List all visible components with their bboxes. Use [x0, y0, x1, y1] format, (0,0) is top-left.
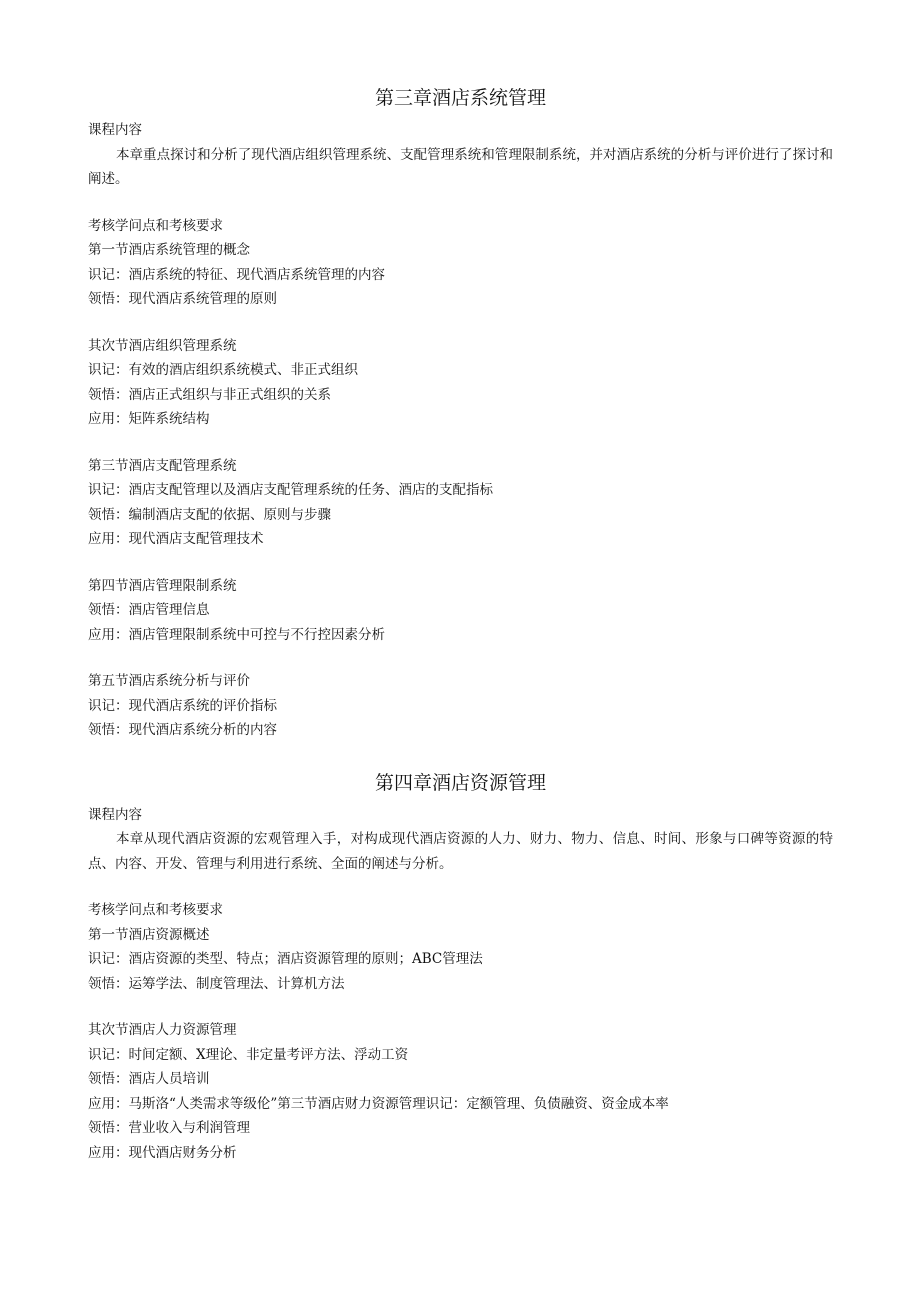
ch3-s2-line: 识记：有效的酒店组织系统模式、非正式组织: [88, 362, 358, 378]
ch3-s2-line: 领悟：酒店正式组织与非正式组织的关系: [88, 386, 331, 403]
chapter4-course-heading: 课程内容: [88, 806, 142, 823]
ch3-s1-line: 领悟：现代酒店系统管理的原则: [88, 291, 277, 307]
ch4-s2-line: 领悟：营业收入与利润管理: [88, 1120, 250, 1136]
chapter4-requirements-heading: 考核学问点和考核要求: [88, 902, 223, 918]
ch3-s3-line: 领悟：编制酒店支配的依据、原则与步骤: [88, 506, 331, 523]
ch4-s2-title: 其次节酒店人力资源管理: [88, 1022, 237, 1038]
chapter4-title: 第四章酒店资源管理: [374, 771, 546, 794]
ch4-s2-line: 领悟：酒店人员培训: [88, 1071, 210, 1087]
ch3-s2-line: 应用：矩阵系统结构: [88, 411, 210, 427]
ch3-s1-line: 识记：酒店系统的特征、现代酒店系统管理的内容: [88, 266, 385, 283]
ch3-s5-line: 领悟：现代酒店系统分析的内容: [88, 722, 277, 738]
ch3-s1-title: 第一节酒店系统管理的概念: [88, 242, 250, 258]
document-page: [88, 84, 833, 1165]
chapter3-requirements-heading: 考核学问点和考核要求: [88, 217, 223, 234]
ch4-s2-line: 应用：现代酒店财务分析: [88, 1144, 237, 1161]
ch3-s3-line: 应用：现代酒店支配管理技术: [88, 531, 264, 547]
chapter3-course-heading: 课程内容: [88, 122, 142, 138]
ch3-s5-title: 第五节酒店系统分析与评价: [88, 673, 250, 689]
chapter3-course-text: 本章重点探讨和分析了现代酒店组织管理系统、支配管理系统和管理限制系统，并对酒店系统的分析与评价进行了探讨和阐述。: [88, 146, 833, 187]
chapter4-course-text: 本章从现代酒店资源的宏观管理入手，对构成现代酒店资源的人力、财力、物力、信息、时间、形象与口碑等资源的特点、内容、开发、管理与利用进行系统、全面的阐述与分析。: [88, 831, 833, 872]
ch3-s4-line: 应用：酒店管理限制系统中可控与不行控因素分析: [88, 626, 385, 643]
ch3-s4-line: 领悟：酒店管理信息: [88, 602, 210, 618]
ch3-s3-line: 识记：酒店支配管理以及酒店支配管理系统的任务、酒店的支配指标: [88, 482, 493, 498]
ch3-s5-line: 识记：现代酒店系统的评价指标: [88, 697, 277, 714]
ch4-s1-line: 识记：酒店资源的类型、特点；酒店资源管理的原则；ABC管理法: [88, 951, 483, 967]
chapter3-title: 第三章酒店系统管理: [374, 87, 546, 109]
ch4-s1-line: 领悟：运筹学法、制度管理法、计算机方法: [88, 975, 345, 992]
ch3-s3-title: 第三节酒店支配管理系统: [88, 457, 237, 474]
ch4-s2-line: 识记：时间定额、X理论、非定量考评方法、浮动工资: [88, 1046, 409, 1063]
ch3-s4-title: 第四节酒店管理限制系统: [88, 577, 237, 594]
ch4-s2-line: 应用：马斯洛“人类需求等级伦”第三节酒店财力资源管理识记：定额管理、负债融资、资金成本率: [88, 1095, 669, 1112]
ch4-s1-title: 第一节酒店资源概述: [88, 926, 210, 943]
ch3-s2-title: 其次节酒店组织管理系统: [88, 337, 237, 354]
